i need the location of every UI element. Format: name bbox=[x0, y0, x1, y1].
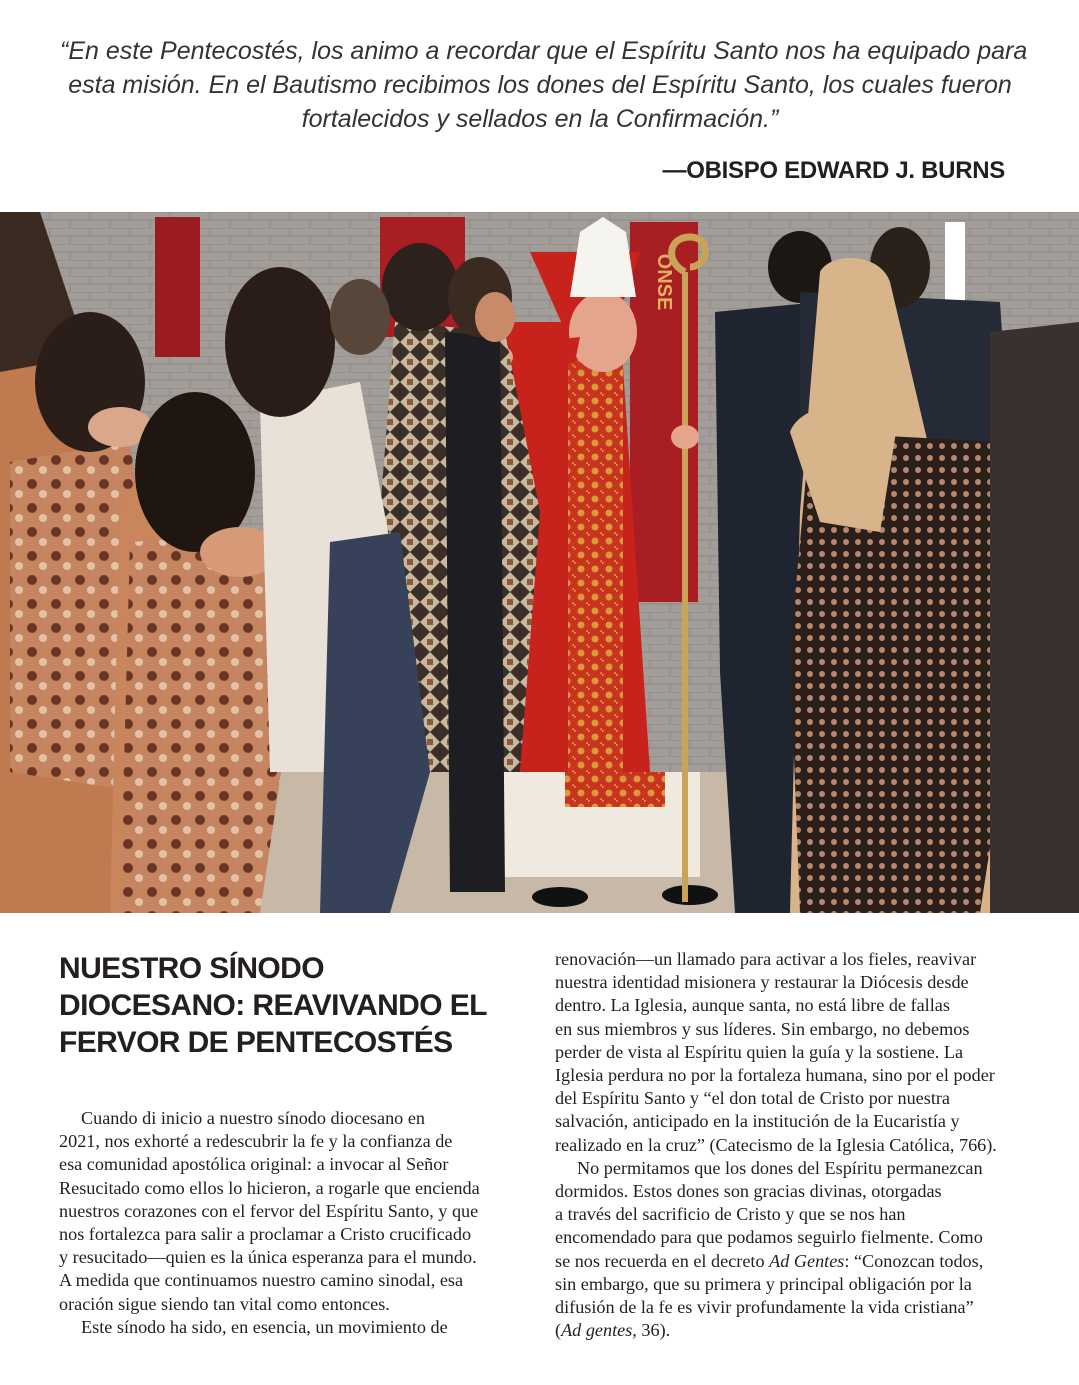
quote-line: “En este Pentecostés, los animo a recordar que el Espíritu Santo nos ha equipado para bbox=[60, 37, 1028, 65]
body-line bbox=[555, 1319, 1035, 1342]
body-line: y resucitado—quien es la única esperanza para el mundo. bbox=[59, 1247, 477, 1268]
bishop-face bbox=[569, 292, 637, 372]
body-line: perder de vista al Espíritu quien la guía y la sostiene. La bbox=[555, 1041, 964, 1062]
body-line: a través del sacrificio de Cristo y que se nos han bbox=[555, 1204, 906, 1225]
headline-line: NUESTRO SÍNODO bbox=[59, 952, 324, 985]
citation-title: Ad Gentes bbox=[769, 1250, 845, 1271]
body-line: en sus miembros y sus líderes. Sin embargo, no debemos bbox=[555, 1018, 970, 1039]
body-line: Resucitado como ellos lo hicieron, a rogarle que encienda bbox=[59, 1177, 480, 1198]
body-line: sin embargo, que su primera y principal obligación por la bbox=[555, 1273, 972, 1294]
body-line: esa comunidad apostólica original: a invocar al Señor bbox=[59, 1154, 449, 1175]
body-text: ( bbox=[555, 1320, 562, 1341]
body-text: se nos recuerda en el decreto bbox=[555, 1250, 770, 1271]
body-line: dormidos. Estos dones son gracias divinas, otorgadas bbox=[555, 1181, 942, 1202]
body-line: salvación, anticipado en la institución de la Eucaristía y bbox=[555, 1111, 960, 1132]
body-line: oración sigue siendo tan vital como entonces. bbox=[59, 1293, 390, 1314]
body-line: No permitamos que los dones del Espíritu permanezcan bbox=[577, 1157, 983, 1178]
body-line bbox=[555, 1250, 1035, 1273]
body-line: nuestros corazones con el fervor del Espíritu Santo, y que bbox=[59, 1200, 479, 1221]
confirmation-photo bbox=[0, 212, 1079, 913]
headline-line: FERVOR DE PENTECOSTÉS bbox=[59, 1026, 453, 1059]
article-column-right bbox=[555, 948, 1035, 1342]
banner-lettering: ONSE bbox=[653, 253, 675, 311]
body-line: nuestra identidad misionera y restaurar la Diócesis desde bbox=[555, 972, 969, 993]
body-text: 36). bbox=[636, 1320, 671, 1341]
body-text: : “Conozcan todos, bbox=[844, 1250, 984, 1271]
body-line: del Espíritu Santo y “el don total de Cristo por nuestra bbox=[555, 1088, 951, 1109]
body-line: Cuando di inicio a nuestro sínodo diocesano en bbox=[81, 1108, 425, 1128]
article-column-left bbox=[59, 1107, 519, 1339]
body-line: dentro. La Iglesia, aunque santa, no está libre de fallas bbox=[555, 995, 950, 1016]
article-headline bbox=[59, 950, 529, 1061]
body-line: Iglesia perdura no por la fortaleza humana, sino por el poder bbox=[555, 1065, 995, 1086]
headline-line: DIOCESANO: REAVIVANDO EL bbox=[59, 989, 487, 1022]
crozier bbox=[682, 272, 688, 902]
body-line: renovación—un llamado para activar a los fieles, reavivar bbox=[555, 949, 977, 969]
body-line: Este sínodo ha sido, en esencia, un movimiento de bbox=[81, 1316, 448, 1337]
pull-quote bbox=[60, 34, 1028, 136]
body-line: realizado en la cruz” (Catecismo de la Iglesia Católica, 766). bbox=[555, 1134, 997, 1155]
body-line: 2021, nos exhorté a redescubrir la fe y la confianza de bbox=[59, 1131, 453, 1152]
quote-line: fortalecidos y sellados en la Confirmación.” bbox=[301, 105, 779, 133]
citation-title: Ad gentes, bbox=[561, 1320, 637, 1341]
body-line: nos fortalezca para salir a proclamar a Cristo crucificado bbox=[59, 1224, 472, 1245]
body-line: encomendado para que podamos seguirlo fielmente. Como bbox=[555, 1227, 983, 1248]
quote-attribution: —OBISPO EDWARD J. BURNS bbox=[662, 157, 1005, 184]
quote-line: esta misión. En el Bautismo recibimos los dones del Espíritu Santo, los cuales fueron bbox=[68, 71, 1012, 99]
body-line: A medida que continuamos nuestro camino sinodal, esa bbox=[59, 1270, 464, 1291]
body-line: difusión de la fe es vivir profundamente la vida cristiana” bbox=[555, 1297, 974, 1318]
